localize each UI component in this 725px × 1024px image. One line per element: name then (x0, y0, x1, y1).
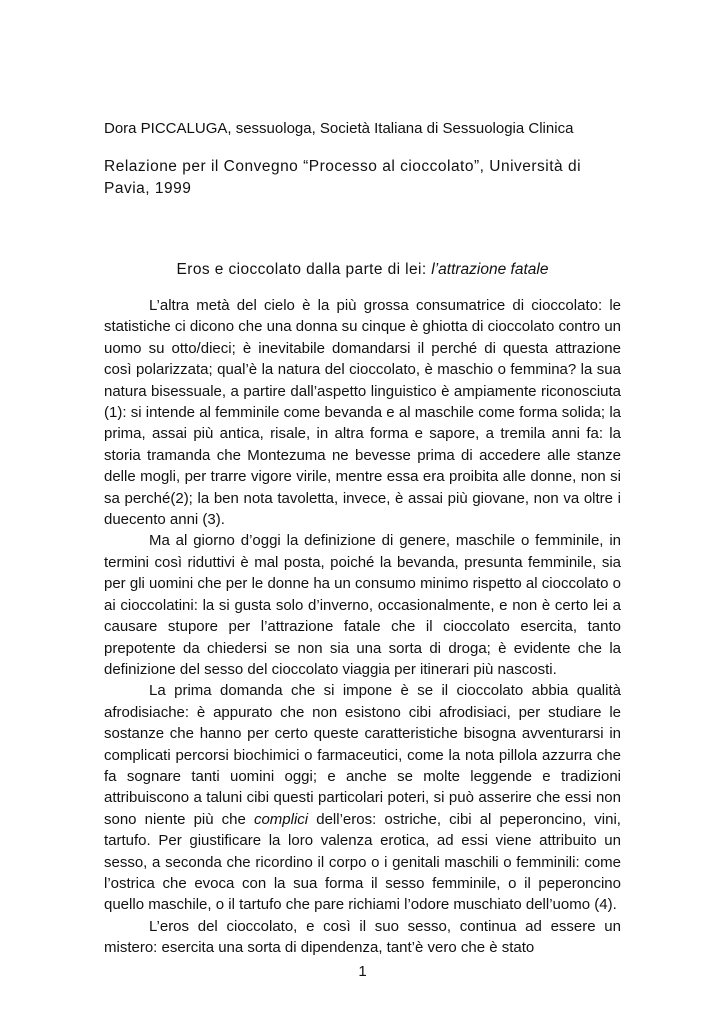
page-number: 1 (358, 963, 367, 980)
paragraph-3-text-after: dell’eros: ostriche, cibi al peperoncino, vini, tartufo. Per giustificare la loro valenza erotica, ad essi viene attribuito un sesso, a seconda che ricordino il corpo o i genitali maschili o femminili: come l’ostrica che evoca con la sua forma il sesso femminile, o il peperoncino quello maschile, o il tartufo che pare richiami l’odore muschiato dell’uomo (4). (104, 810, 621, 914)
title-italic: l’attrazione fatale (431, 261, 549, 278)
paragraph-3-text-before: La prima domanda che si impone è se il cioccolato abbia qualità afrodisiache: è appurato che non esistono cibi afrodisiaci, per studiare le sostanze che hanno per certo queste caratteristiche bisogna avventurarsi in complicati percorsi biochimici o farmaceutici, come la nota pillola azzurra che fa sognare tanti uomini oggi; e anche se molte leggende e tradizioni attribuiscono a taluni cibi questi particolari poteri, si può asserire che essi non sono niente più che (104, 682, 621, 828)
document-title (104, 259, 621, 281)
document-page (104, 118, 621, 959)
title-main: Eros e cioccolato dalla parte di lei: (176, 261, 432, 278)
author-line: Dora PICCALUGA, sessuologa, Società Italiana di Sessuologia Clinica (104, 120, 574, 137)
paragraph-3 (104, 680, 621, 915)
paragraph-1: L’altra metà del cielo è la più grossa consumatrice di cioccolato: le statistiche ci dicono che una donna su cinque è ghiotta di cioccolato contro un uomo su otto/dieci; è inevitabile domandarsi il perché di questa attrazione così polarizzata; qual’è la natura del cioccolato, è maschio o femmina? la sua natura bisessuale, a partire dall’aspetto linguistico è ampiamente riconosciuta (1): si intende al femminile come bevanda e al maschile come forma solida; la prima, assai più antica, risale, in altra forma e sapore, a tremila anni fa: la storia tramanda che Montezuma ne bevesse prima di accedere alle stanze delle mogli, per trarre vigore virile, mentre essa era proibita alle donne, non si sa perché(2); la ben nota tavoletta, invece, è assai più giovane, non va oltre i duecento anni (3). (104, 297, 622, 529)
paragraph-2: Ma al giorno d’oggi la definizione di genere, maschile o femminile, in termini così riduttivi è mal posta, poiché la bevanda, presunta femminile, sia per gli uomini che per le donne ha un consumo minimo rispetto al cioccolato o ai cioccolatini: la si gusta solo d’inverno, occasionalmente, e non è certo lei a causare stupore per l’attrazione fatale che il cioccolato esercita, tanto prepotente da chiedersi se non sia una sorta di droga; è evidente che la definizione del sesso del cioccolato viaggia per itinerari più nascosti. (104, 532, 621, 678)
conference-line: Relazione per il Convegno “Processo al cioccolato”, Università di Pavia, 1999 (104, 158, 582, 197)
paragraph-4: L’eros del cioccolato, e così il suo sesso, continua ad essere un mistero: esercita una sorta di dipendenza, tant’è vero che è stato (104, 917, 621, 957)
paragraph-3-italic-word: complici (253, 810, 309, 828)
